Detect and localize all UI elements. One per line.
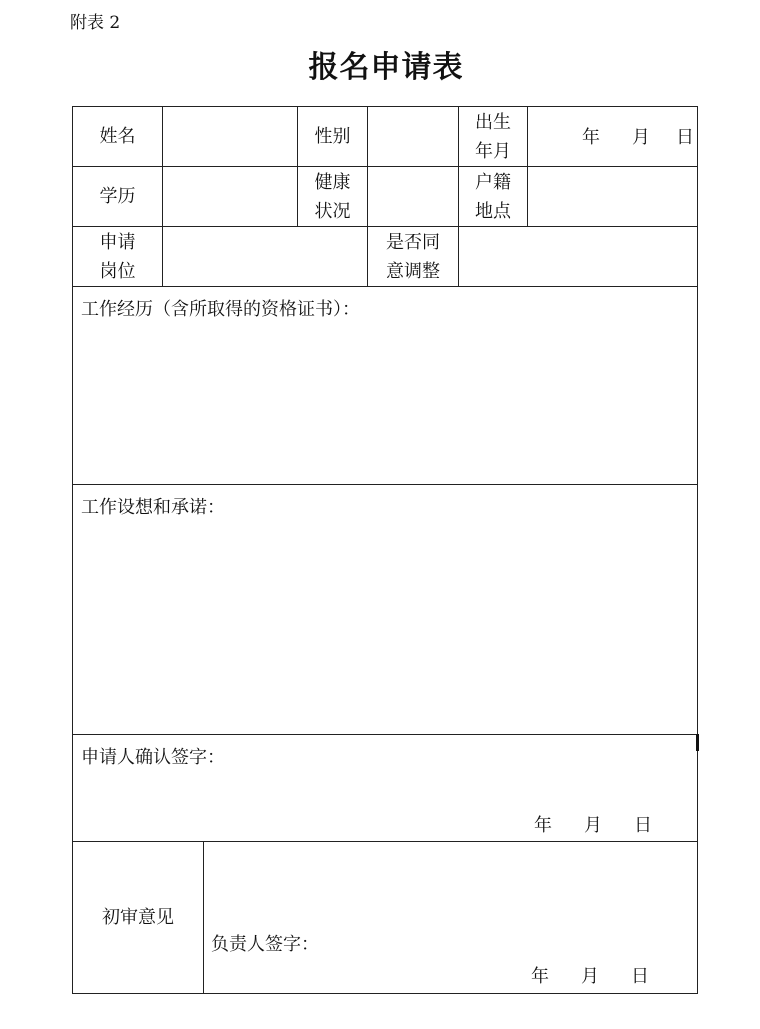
birth-year-unit: 年 bbox=[582, 127, 600, 148]
name-label-cell bbox=[72, 106, 163, 167]
review-year-unit: 年 bbox=[531, 966, 549, 987]
application-form bbox=[72, 106, 698, 994]
work-experience-label: 工作经历（含所取得的资格证书）： bbox=[81, 299, 360, 320]
work-plan-label: 工作设想和承诺： bbox=[81, 497, 225, 518]
page-title: 报名申请表 bbox=[308, 50, 464, 85]
birth-label-cell bbox=[458, 106, 528, 167]
birth-day-unit: 日 bbox=[676, 127, 694, 148]
adjust-label-cell bbox=[367, 226, 459, 287]
applicant-month-unit: 月 bbox=[584, 815, 602, 836]
gender-label: 性别 bbox=[314, 126, 351, 147]
health-value-field[interactable] bbox=[367, 166, 459, 227]
position-value-field[interactable] bbox=[162, 226, 368, 287]
position-label: 申请 岗位 bbox=[99, 231, 136, 282]
applicant-date-units bbox=[534, 811, 652, 840]
text-cursor-mark bbox=[696, 734, 699, 751]
applicant-signature-field[interactable] bbox=[72, 734, 698, 842]
gender-value-field[interactable] bbox=[367, 106, 459, 167]
name-value-field[interactable] bbox=[162, 106, 298, 167]
responsible-signature-label: 负责人签字： bbox=[211, 934, 319, 955]
education-value-field[interactable] bbox=[162, 166, 298, 227]
birth-label: 出生 年月 bbox=[475, 111, 511, 162]
birth-month-unit: 月 bbox=[632, 127, 650, 148]
gender-label-cell bbox=[297, 106, 368, 167]
hukou-label: 户籍 地点 bbox=[475, 171, 511, 222]
review-day-unit: 日 bbox=[631, 966, 649, 987]
birth-date-field[interactable] bbox=[527, 106, 698, 167]
hukou-value-field[interactable] bbox=[527, 166, 698, 227]
health-label: 健康 状况 bbox=[314, 171, 351, 222]
adjust-value-field[interactable] bbox=[458, 226, 698, 287]
applicant-day-unit: 日 bbox=[634, 815, 652, 836]
education-label: 学历 bbox=[99, 186, 136, 207]
review-month-unit: 月 bbox=[581, 966, 599, 987]
education-label-cell bbox=[72, 166, 163, 227]
preliminary-review-field[interactable] bbox=[203, 841, 698, 994]
position-label-cell bbox=[72, 226, 163, 287]
review-date-units bbox=[531, 962, 649, 991]
birth-date-units bbox=[582, 123, 694, 152]
work-plan-field[interactable] bbox=[72, 484, 698, 735]
health-label-cell bbox=[297, 166, 368, 227]
applicant-signature-label: 申请人确认签字： bbox=[81, 747, 225, 768]
annex-label: 附表 2 bbox=[70, 13, 121, 33]
work-experience-field[interactable] bbox=[72, 286, 698, 485]
preliminary-review-label-cell bbox=[72, 841, 204, 994]
hukou-label-cell bbox=[458, 166, 528, 227]
preliminary-review-label: 初审意见 bbox=[102, 907, 174, 928]
name-label: 姓名 bbox=[99, 126, 136, 147]
adjust-label: 是否同 意调整 bbox=[386, 231, 440, 282]
applicant-year-unit: 年 bbox=[534, 815, 552, 836]
